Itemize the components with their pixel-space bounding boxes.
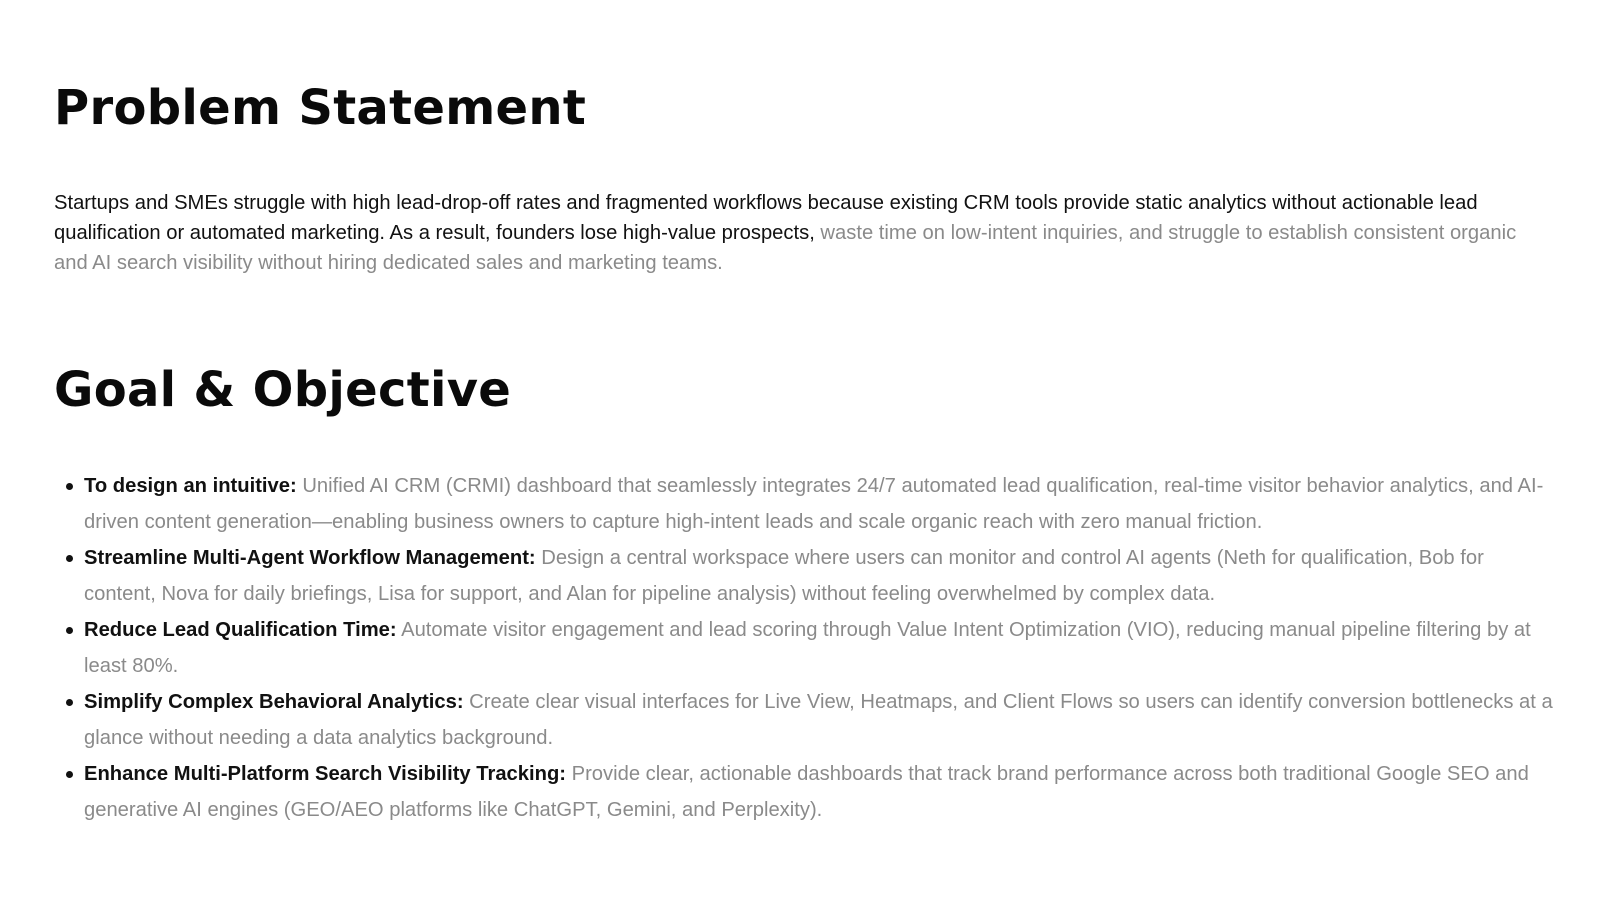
goal-description: Provide clear, actionable dashboards that track brand performance across both traditional Google SEO and generative AI engines (GEO/AEO platforms like ChatGPT, Gemini, and Perplexity). — [84, 763, 1529, 821]
goal-item-multi-agent-workflow — [84, 540, 1554, 612]
goal-label: Simplify Complex Behavioral Analytics: — [84, 691, 464, 713]
goal-item-search-visibility — [84, 756, 1554, 828]
goal-label: To design an intuitive: — [84, 475, 297, 497]
problem-statement-text-secondary: waste time on low-intent inquiries, and struggle to establish consistent organic and AI search visibility without hiring dedicated sales and marketing teams. — [54, 222, 1517, 274]
goal-item-behavioral-analytics — [84, 684, 1554, 756]
goal-description: Unified AI CRM (CRMI) dashboard that seamlessly integrates 24/7 automated lead qualification, real-time visitor behavior analytics, and AI-driven content generation—enabling business owners to capture high-intent leads and scale organic reach with zero manual friction. — [84, 475, 1544, 533]
goal-item-lead-qualification-time — [84, 612, 1554, 684]
goal-objective-heading: Goal & Objective — [54, 362, 512, 418]
problem-statement-paragraph — [54, 188, 1554, 278]
goal-list — [54, 468, 1554, 828]
goal-description: Create clear visual interfaces for Live View, Heatmaps, and Client Flows so users can identify conversion bottlenecks at a glance without needing a data analytics background. — [84, 691, 1553, 749]
goal-label: Enhance Multi-Platform Search Visibility Tracking: — [84, 763, 567, 785]
problem-statement-text-primary: Startups and SMEs struggle with high lead-drop-off rates and fragmented workflows because existing CRM tools provide static analytics without actionable lead qualification or automated marketing. As a result, founders lose high-value prospects, — [54, 192, 1478, 244]
goal-label: Streamline Multi-Agent Workflow Management: — [84, 547, 536, 569]
goal-description: Design a central workspace where users can monitor and control AI agents (Neth for qualification, Bob for content, Nova for daily briefings, Lisa for support, and Alan for pipeline analysis) without feeling overwhelmed by complex data. — [84, 547, 1484, 605]
goal-item-intuitive-design — [84, 468, 1554, 540]
goal-description: Automate visitor engagement and lead scoring through Value Intent Optimization (VIO), reducing manual pipeline filtering by at least 80%. — [84, 619, 1531, 677]
goal-label: Reduce Lead Qualification Time: — [84, 619, 397, 641]
problem-statement-heading: Problem Statement — [54, 80, 587, 136]
